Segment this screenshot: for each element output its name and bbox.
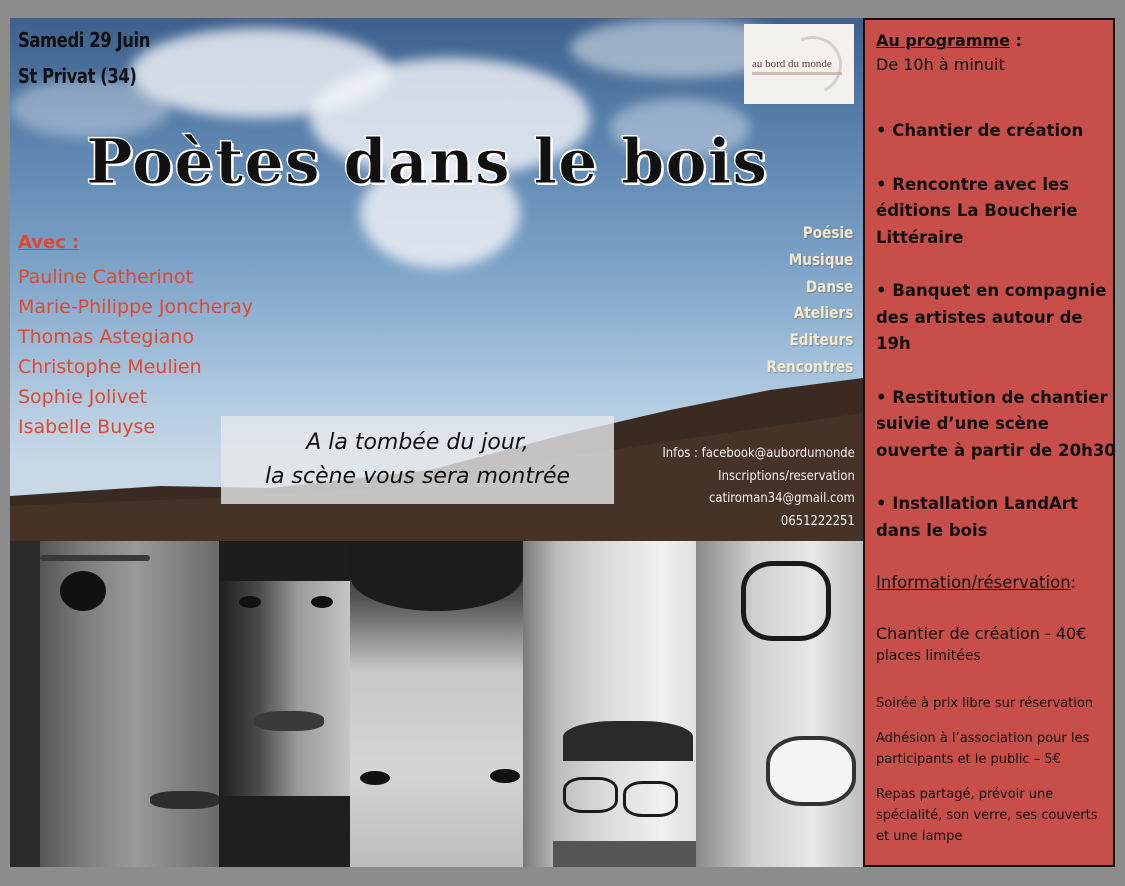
chantier-price: Chantier de création - 40€ xyxy=(876,624,1087,643)
repas-line: Repas partagé, prévoir une xyxy=(876,787,1054,802)
programme-item-line: • Restitution de chantier xyxy=(876,387,1108,407)
programme-item-line: • Banquet en compagnie xyxy=(876,281,1107,300)
activity-item: Musique xyxy=(788,249,853,269)
programme-colon: : xyxy=(1010,31,1022,50)
artist-name: Marie-Philippe Joncheray xyxy=(18,296,254,318)
portrait-strip xyxy=(10,541,863,867)
programme-item-line: dans le bois xyxy=(876,520,988,540)
logo-underline xyxy=(752,72,842,75)
portrait-photo-5 xyxy=(696,541,863,867)
artist-name: Christophe Meulien xyxy=(18,356,202,378)
portrait-photo-1 xyxy=(10,541,219,867)
programme-item-line: éditions La Boucherie xyxy=(876,201,1078,220)
organizer-logo xyxy=(744,24,854,104)
artists-label: Avec : xyxy=(18,232,80,253)
programme-item xyxy=(876,278,1112,358)
contact-info xyxy=(631,442,855,532)
adhesion-line: Adhésion à l’association pour les xyxy=(876,731,1090,746)
programme-item xyxy=(876,385,1116,465)
event-date: Samedi 29 Juin xyxy=(18,28,151,52)
info-heading xyxy=(876,570,1112,596)
portrait-photo-2 xyxy=(219,541,350,867)
programme-item-line: Littéraire xyxy=(876,227,964,247)
repas-line: et une lampe xyxy=(876,829,963,844)
repas-note xyxy=(876,784,1112,847)
artist-name: Isabelle Buyse xyxy=(18,416,156,438)
programme-panel xyxy=(863,18,1115,867)
event-poster xyxy=(10,18,863,867)
portrait-photo-4 xyxy=(523,541,696,867)
programme-item-line: • Chantier de création xyxy=(876,121,1084,140)
activity-item: Poésie xyxy=(802,223,853,242)
tagline-line: A la tombée du jour, xyxy=(306,430,529,455)
info-facebook: Infos : facebook@aubordumonde xyxy=(662,445,855,461)
tagline-box xyxy=(221,416,614,504)
info-email: catiroman34@gmail.com xyxy=(709,490,855,506)
programme-item xyxy=(876,172,1112,252)
artists-list xyxy=(18,232,253,442)
artist-name: Pauline Catherinot xyxy=(18,266,193,288)
event-location: St Privat (34) xyxy=(18,64,137,88)
programme-heading xyxy=(876,30,1112,52)
info-inscriptions: Inscriptions/reservation xyxy=(718,467,855,484)
programme-hours: De 10h à minuit xyxy=(876,55,1005,74)
info-colon: : xyxy=(1070,573,1077,592)
programme-item xyxy=(876,491,1112,544)
programme-item xyxy=(876,118,1112,145)
adhesion-line: participants et le public – 5€ xyxy=(876,752,1061,767)
programme-item-line: • Installation LandArt xyxy=(876,494,1078,513)
activity-item: Ateliers xyxy=(793,303,853,323)
programme-item-line: des artistes autour de xyxy=(876,307,1083,327)
activity-item: Danse xyxy=(805,276,853,296)
programme-item-line: ouverte à partir de 20h30 xyxy=(876,440,1116,460)
artist-name: Thomas Astegiano xyxy=(18,326,195,348)
logo-text: au bord du monde xyxy=(752,58,832,70)
info-label: Information/réservation xyxy=(876,573,1071,592)
activity-item: Editeurs xyxy=(789,330,853,350)
info-phone: 0651222251 xyxy=(781,512,855,529)
activity-item: Rencontres xyxy=(766,356,853,376)
artist-name: Sophie Jolivet xyxy=(18,386,147,408)
tagline-line: la scène vous sera montrée xyxy=(264,464,571,489)
soiree-note: Soirée à prix libre sur réservation xyxy=(876,696,1094,711)
places-limitees: places limitées xyxy=(876,648,981,664)
programme-label: Au programme xyxy=(876,31,1011,50)
programme-item-line: • Rencontre avec les xyxy=(876,174,1070,194)
activities-list xyxy=(751,220,853,381)
portrait-photo-3 xyxy=(350,541,523,867)
repas-line: spécialité, son verre, ses couverts xyxy=(876,808,1098,823)
programme-item-line: suivie d’une scène xyxy=(876,414,1049,433)
poster-title: Poètes dans le bois xyxy=(86,125,769,198)
programme-item-line: 19h xyxy=(876,334,911,353)
adhesion-note xyxy=(876,728,1112,770)
